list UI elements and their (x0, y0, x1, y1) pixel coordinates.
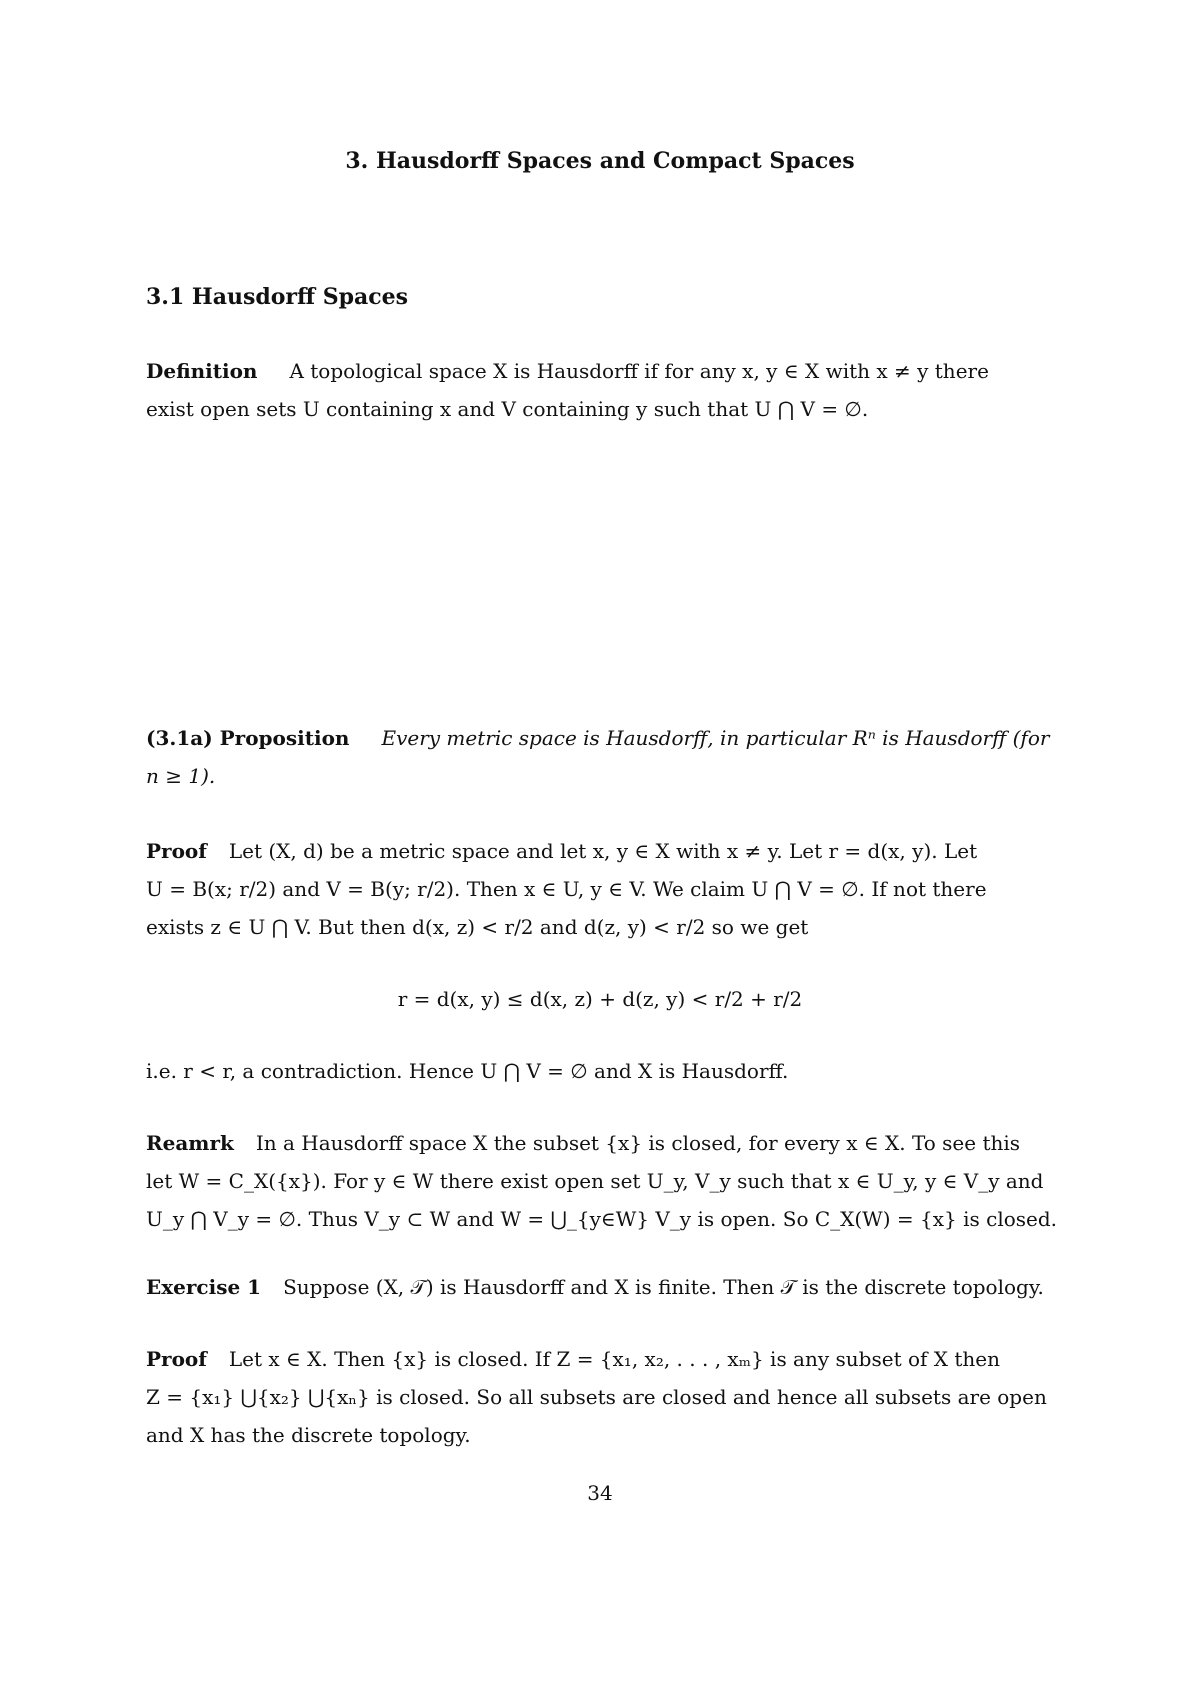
proof-block-1 (146, 832, 1096, 946)
page-number: 34 (587, 1481, 613, 1505)
remark-label: Reamrk (146, 1131, 234, 1155)
exercise-text: Suppose (X, 𝒯) is Hausdorff and X is finite. Then 𝒯 is the discrete topology. (283, 1275, 1044, 1299)
proof2-text-1: Let x ∈ X. Then {x} is closed. If Z = {x₁, x₂, . . . , xₘ} is any subset of X then (228, 1347, 1000, 1371)
proposition-label: (3.1a) Proposition (146, 726, 350, 750)
definition-block (146, 352, 1096, 428)
exercise-label: Exercise 1 (146, 1275, 262, 1299)
exercise-block (146, 1268, 1096, 1306)
proof1-line-1 (146, 832, 1096, 870)
definition-text-1: A topological space X is Hausdorff if for any x, y ∈ X with x ≠ y there (289, 359, 989, 383)
remark-block (146, 1124, 1096, 1238)
proof1-text-2: U = B(x; r/2) and V = B(y; r/2). Then x ∈ U, y ∈ V. We claim U ⋂ V = ∅. If not there (146, 877, 987, 901)
proof-block-2 (146, 1340, 1096, 1454)
remark-text-1: In a Hausdorff space X the subset {x} is closed, for every x ∈ X. To see this (255, 1131, 1021, 1155)
proof1-conclusion: i.e. r < r, a contradiction. Hence U ⋂ V = ∅ and X is Hausdorff. (146, 1059, 789, 1083)
remark-text-3: U_y ⋂ V_y = ∅. Thus V_y ⊂ W and W = ⋃_{y∈W} V_y is open. So C_X(W) = {x} is closed. (146, 1207, 1058, 1231)
proof1-text-3: exists z ∈ U ⋂ V. But then d(x, z) < r/2 and d(z, y) < r/2 so we get (146, 915, 809, 939)
proof1-equation: r = d(x, y) ≤ d(x, z) + d(z, y) < r/2 + r/2 (397, 987, 803, 1011)
remark-line-1 (146, 1124, 1096, 1162)
chapter-title: 3. Hausdorff Spaces and Compact Spaces (345, 148, 855, 174)
proof2-text-2: Z = {x₁} ⋃{x₂} ⋃{xₙ} is closed. So all subsets are closed and hence all subsets are open (146, 1385, 1047, 1409)
definition-label: Definition (146, 359, 258, 383)
proof1-label: Proof (146, 839, 207, 863)
proposition-line-1 (146, 719, 1096, 757)
definition-line-1 (146, 352, 1096, 390)
remark-text-2: let W = C_X({x}). For y ∈ W there exist open set U_y, V_y such that x ∈ U_y, y ∈ V_y and (146, 1169, 1044, 1193)
proof2-line-1 (146, 1340, 1096, 1378)
section-heading: 3.1 Hausdorff Spaces (146, 284, 409, 310)
proof1-text-1: Let (X, d) be a metric space and let x, y ∈ X with x ≠ y. Let r = d(x, y). Let (228, 839, 978, 863)
proposition-text-2: n ≥ 1). (146, 764, 216, 788)
definition-text-2: exist open sets U containing x and V containing y such that U ⋂ V = ∅. (146, 397, 869, 421)
proof2-label: Proof (146, 1347, 207, 1371)
proposition-text-1: Every metric space is Hausdorff, in particular Rⁿ is Hausdorff (for (381, 726, 1050, 750)
proof2-text-3: and X has the discrete topology. (146, 1423, 471, 1447)
proposition-block (146, 719, 1096, 795)
